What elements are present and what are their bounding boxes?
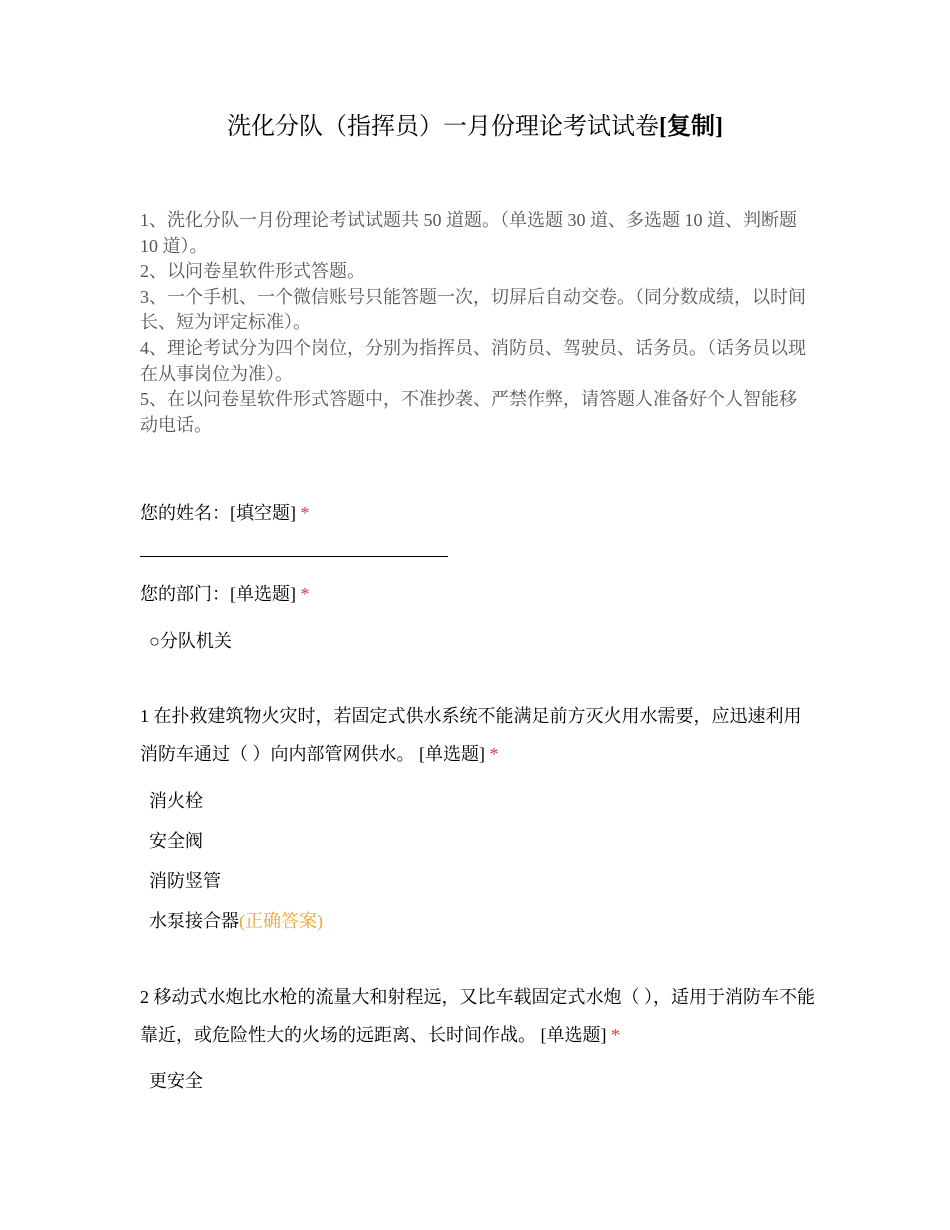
option-choice-correct[interactable]: [149, 908, 323, 934]
option-label: 水泵接合器: [149, 911, 239, 931]
instruction-line: 1、洗化分队一月份理论考试试题共 50 道题。（单选题 30 道、多选题 10 道、判断题 10 道）。: [140, 210, 797, 256]
required-mark: *: [611, 1025, 620, 1045]
survey-title: [0, 110, 950, 144]
instruction-line: 5、在以问卷星软件形式答题中，不准抄袭、严禁作弊，请答题人准备好个人智能移动电话。: [140, 389, 797, 435]
instruction-line: 3、一个手机、一个微信账号只能答题一次，切屏后自动交卷。（同分数成绩，以时间长、短为评定标准）。: [140, 286, 806, 333]
option-choice[interactable]: 更安全: [149, 1071, 203, 1091]
required-mark: *: [300, 503, 310, 523]
option-radio[interactable]: ○分队机关: [149, 631, 232, 651]
correct-answer-tag: (正确答案): [239, 911, 323, 931]
question-type: [单选题]: [230, 584, 296, 604]
required-mark: *: [300, 584, 310, 604]
option-choice[interactable]: 消火栓: [149, 791, 203, 811]
question-label: 您的部门：: [140, 584, 230, 604]
question-name: [140, 494, 815, 532]
required-mark: *: [489, 744, 499, 764]
question-department: [140, 575, 815, 613]
question-2: [140, 978, 815, 1054]
question-type: [填空题]: [230, 503, 296, 523]
question-text: 2 移动式水炮比水枪的流量大和射程远，又比车载固定式水炮（ ），适用于消防车不能靠近，或危险性大的火场的远距离、长时间作战。: [140, 987, 815, 1045]
question-label: 您的姓名：: [140, 503, 230, 523]
question-type: [单选题]: [540, 1025, 607, 1045]
name-answer-blank[interactable]: [140, 556, 448, 557]
question-text: 1 在扑救建筑物火灾时，若固定式供水系统不能满足前方灭火用水需要，应迅速利用消防车通过（ ）向内部管网供水。: [140, 706, 802, 764]
instruction-line: 2、以问卷星软件形式答题。: [140, 261, 365, 282]
option-choice[interactable]: 安全阀: [149, 831, 203, 851]
survey-instructions: [140, 208, 810, 438]
option-choice[interactable]: 消防竖管: [149, 871, 221, 891]
survey-title-text: 洗化分队（指挥员）一月份理论考试试卷: [227, 114, 659, 140]
question-1: [140, 697, 815, 773]
question-type: [单选题]: [419, 744, 485, 764]
copy-tag: [复制]: [659, 114, 723, 140]
instruction-line: 4、理论考试分为四个岗位，分别为指挥员、消防员、驾驶员、话务员。（话务员以现在从事岗位为准）。: [140, 337, 806, 384]
